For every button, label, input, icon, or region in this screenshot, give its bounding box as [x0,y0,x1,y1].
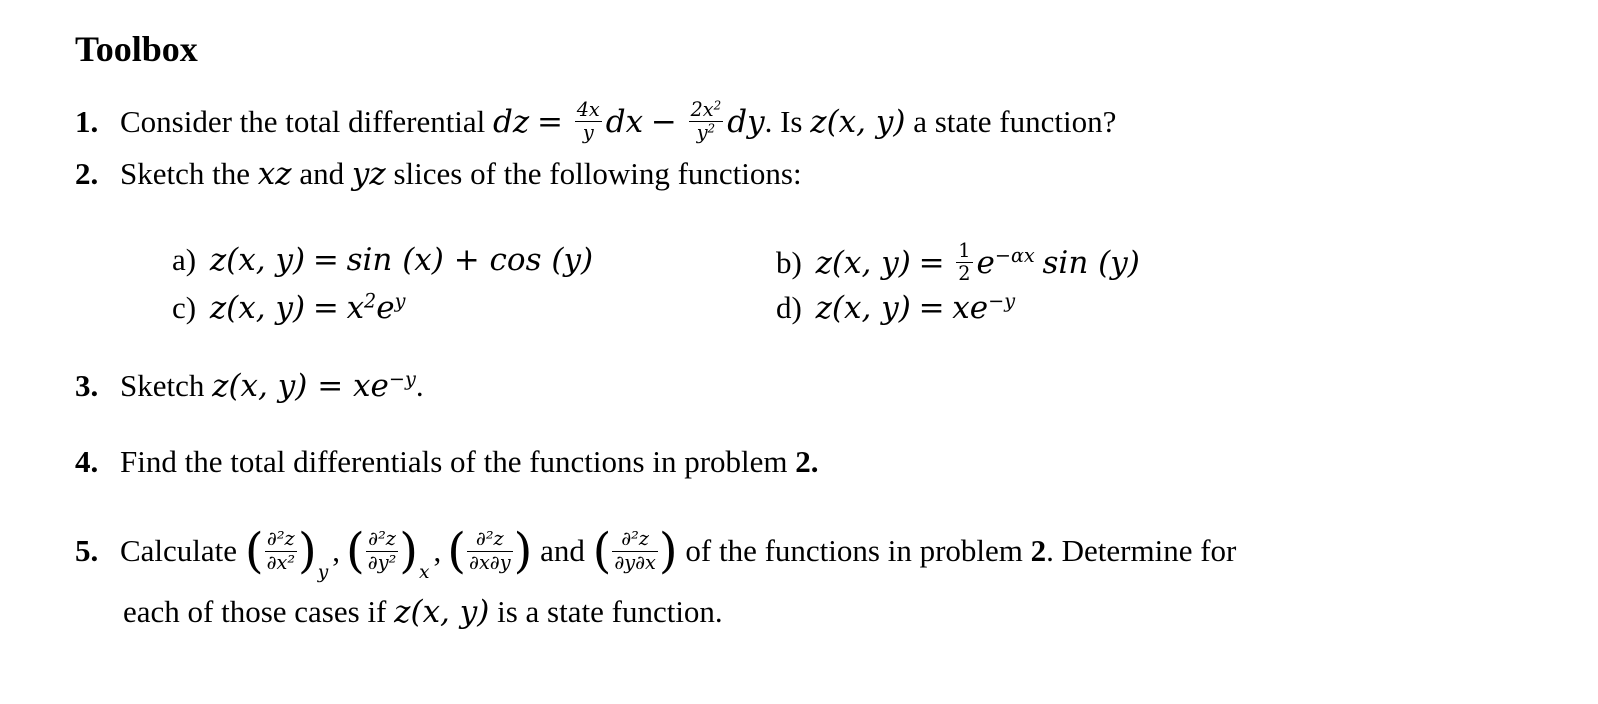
math-base: e [976,244,995,281]
problem-text: a state function? [913,103,1117,139]
math-equals: = [312,290,339,326]
problem-text: Consider the total differential [120,103,486,139]
problem-number: 1. [75,103,99,139]
problem-text: is a state function. [497,594,723,629]
item-label: b) [776,244,802,280]
math-base: e [376,290,395,326]
period: . [415,368,424,403]
problem-text: and [299,156,345,191]
math-lhs: z(x, y) [815,290,911,326]
problem-number: 4. [75,444,99,479]
math-equals: = [918,290,945,326]
math-exponent: −y [988,289,1016,313]
math-yz: yz [351,156,386,192]
function-item-a [172,244,593,276]
math-zxy: z(x, y) [810,103,906,140]
problem-5-continued [123,596,723,628]
page-title: Toolbox [75,29,198,69]
math-tail: sin (y) [1042,244,1140,281]
problem-text: slices of the following functions: [393,156,802,191]
math-dx: dx [605,103,644,140]
math-exponent: 2 [364,289,377,313]
math-equals: = [312,242,339,278]
problem-5: 5. Calculate ( $\frac{\text{∂²z}}{\text{∂x²}}$ )$_y$, ( $\frac{\text{∂²z}}{\text{∂y²}}$ )$_x$, ( $\frac{\text{∂²z}}{\partial x\partial y}$ ) and ( $\frac{\text{∂²z}}{\partial y\partial x}$ ) of the functions in problem 2. Determine for [75,523,1237,583]
math-equals: = [536,103,563,140]
problem-2 [75,158,802,190]
math-rhs: sin (x) + cos (y) [346,242,594,278]
math-dy: dy [727,103,765,140]
problem-3 [75,367,424,404]
problem-text: each of those cases if [123,594,387,629]
problem-text: Calculate [120,533,238,569]
math-base: xe [952,290,989,326]
problem-text: Sketch the [120,156,250,191]
function-item-d [776,289,1016,326]
item-label: c) [172,290,197,325]
item-label: d) [776,290,802,325]
problem-text: . Is [764,103,803,139]
math-lhs: z(x, y) [209,242,306,278]
math-lhs: z(x, y) [209,290,306,326]
function-item-b [776,239,1140,287]
fraction-2x2-over-y2: $\frac{2x^2}{y^2}$ [690,98,722,145]
problem-number: 3. [75,368,99,403]
fraction-4x-over-y: $\frac{4x}{y}$ [576,98,600,145]
problem-number: 2. [75,156,99,191]
function-item-c [172,289,406,326]
problem-reference: 2 [1030,533,1047,569]
partial-derivative-yx: ( $\frac{\text{∂²z}}{\partial y\partial x}$ ) [592,523,678,579]
math-exponent: y [394,289,406,313]
problem-reference: 2. [795,444,819,479]
problem-text: Find the total differentials of the functions in problem [120,444,788,479]
fraction-one-half: $\frac{1}{2}$ [958,239,971,286]
math-expression: z(x, y) = xe [212,368,389,404]
math-exponent: −y [388,367,416,391]
problem-text: and [540,533,585,569]
math-minus: − [650,103,677,140]
math-exponent: −αx [994,244,1035,268]
math-xz: xz [257,156,292,192]
problem-number: 5. [75,533,99,569]
problem-1 [75,98,1117,146]
problem-4 [75,446,819,477]
math-dz: dz [493,103,530,140]
partial-derivative-xy: ( $\frac{\text{∂²z}}{\partial x\partial y}$ ) [447,523,533,579]
problem-text: . Determine for [1046,533,1237,569]
math-zxy: z(x, y) [394,594,490,630]
math-lhs: z(x, y) [815,244,911,281]
math-base: x [346,290,365,326]
problem-text: of the functions in problem [685,533,1023,569]
item-label: a) [172,242,197,277]
partial-derivative-xx: ( $\frac{\text{∂²z}}{\text{∂x²}}$ )$_y$ [244,523,329,583]
partial-derivative-yy: ( $\frac{\text{∂²z}}{\text{∂y²}}$ )$_x$ [346,523,430,583]
math-equals: = [918,244,945,281]
problem-text: Sketch [120,368,205,403]
